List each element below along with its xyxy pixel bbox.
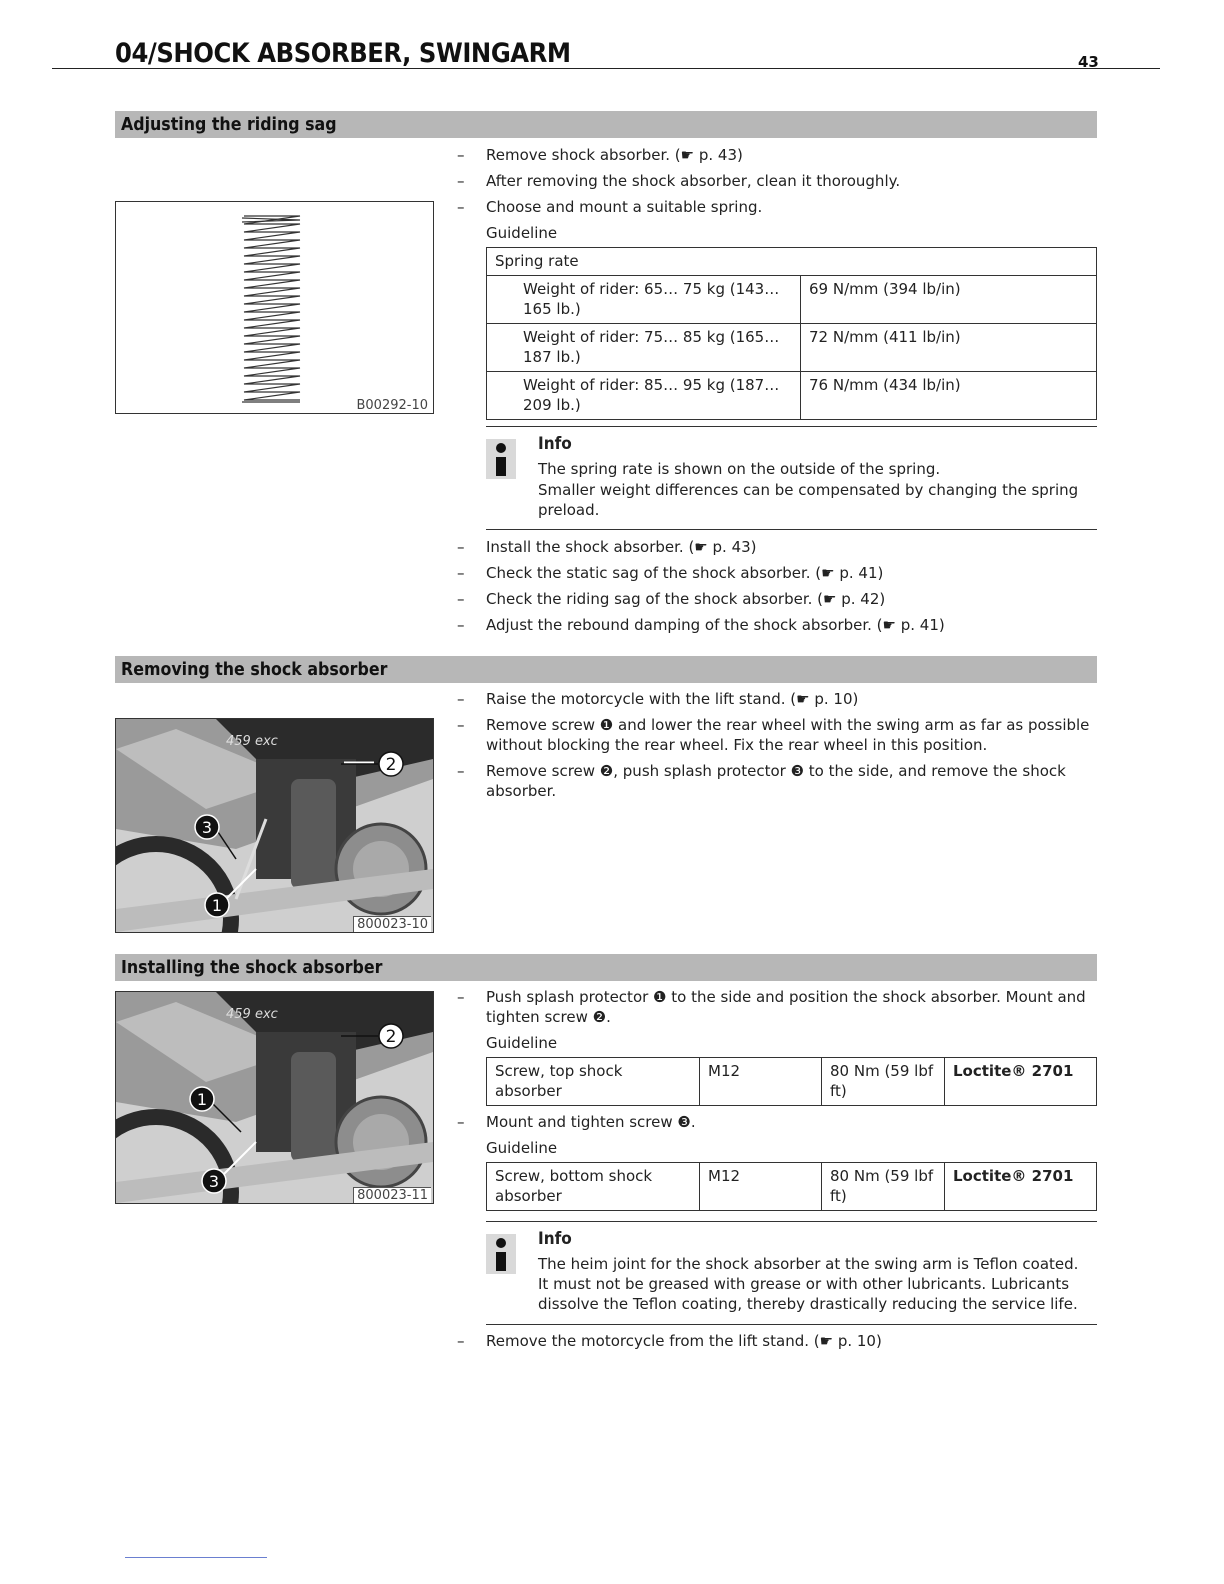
callout-label: 2 [385,755,397,775]
table-cell: 72 N/mm (411 lb/in) [801,324,1097,372]
table-row [487,372,1097,420]
spring-figure [115,201,434,414]
table-row [487,1058,1097,1106]
step-text: Remove shock absorber. (☛ p. 43) [486,146,743,164]
info-icon [486,1234,516,1274]
section-header-installing [115,954,1097,981]
table-cell: M12 [700,1163,822,1211]
guideline-label: Guideline [486,1139,558,1157]
info-text: The heim joint for the shock absorber at the swing arm is Teflon coated. It must not be greased with grease or with other lubricants. Lubricants dissolve the Teflon coating, thereby drastically reducing the service life. [538,1255,1079,1313]
section-title: Removing the shock absorber [121,659,388,680]
torque-table-bottom [486,1162,1097,1211]
section-title: Adjusting the riding sag [121,114,337,135]
table-cell: Screw, top shock absorber [487,1058,700,1106]
spring-rate-table [486,247,1097,420]
svg-text:459 exc: 459 exc [226,734,278,749]
step-text: Adjust the rebound damping of the shock absorber. (☛ p. 41) [486,616,945,634]
motorcycle-shock-photo-icon [116,719,433,932]
step-text: Remove screw ❶ and lower the rear wheel with the swing arm as far as possible without blocking the rear wheel. Fix the rear wheel in this position. [486,716,1090,754]
info-text: The spring rate is shown on the outside of the spring. [538,460,941,478]
callout-label: 2 [385,1027,397,1047]
table-row [487,324,1097,372]
info-icon [486,439,516,479]
info-title: Info [538,1229,572,1249]
motorcycle-shock-photo-icon [116,992,433,1203]
step-text: Choose and mount a suitable spring. [486,198,763,216]
guideline-label: Guideline [486,224,558,242]
table-cell: Weight of rider: 85… 95 kg (187… 209 lb.) [487,372,801,420]
figure-code: B00292-10 [353,398,431,413]
table-cell: M12 [700,1058,822,1106]
step-text: Mount and tighten screw ❸. [486,1113,696,1131]
info-rule [486,529,1097,530]
step-text: Remove the motorcycle from the lift stand. (☛ p. 10) [486,1332,882,1350]
table-cell: Loctite® 2701 [945,1058,1097,1106]
footer-link-line [125,1557,267,1558]
figure-code: 800023-11 [353,1187,431,1203]
title-rule [52,68,1160,69]
guideline-label: Guideline [486,1034,558,1052]
table-cell: Loctite® 2701 [945,1163,1097,1211]
table-cell: 69 N/mm (394 lb/in) [801,276,1097,324]
table-cell: 80 Nm (59 lbf ft) [822,1058,945,1106]
page-title: 04/SHOCK ABSORBER, SWINGARM [115,38,571,69]
page-number: 43 [1078,53,1099,71]
step-text: Check the riding sag of the shock absorber. (☛ p. 42) [486,590,886,608]
step-text: Raise the motorcycle with the lift stand. (☛ p. 10) [486,690,859,708]
coil-spring-icon [116,202,433,413]
callout-label: 1 [196,1090,208,1109]
section-header-riding-sag [115,111,1097,138]
step-text: Install the shock absorber. (☛ p. 43) [486,538,757,556]
svg-text:459 exc: 459 exc [226,1007,278,1022]
figure-code: 800023-10 [353,916,431,932]
info-title: Info [538,434,572,454]
table-cell: Screw, bottom shock absorber [487,1163,700,1211]
section-title: Installing the shock absorber [121,957,383,978]
torque-table-top [486,1057,1097,1106]
step-text: After removing the shock absorber, clean it thoroughly. [486,172,901,190]
callout-label: 3 [201,818,213,837]
motorcycle-photo-install [115,991,434,1204]
info-text: Smaller weight differences can be compensated by changing the spring preload. [538,481,1079,519]
table-row [487,276,1097,324]
info-rule [486,1324,1097,1325]
table-row [487,1163,1097,1211]
table-cell: 76 N/mm (434 lb/in) [801,372,1097,420]
info-rule [486,426,1097,427]
table-cell: Weight of rider: 65… 75 kg (143… 165 lb.) [487,276,801,324]
info-rule [486,1221,1097,1222]
step-text: Push splash protector ❶ to the side and position the shock absorber. Mount and tighten screw ❷. [486,988,1086,1026]
table-cell: Weight of rider: 75… 85 kg (165… 187 lb.) [487,324,801,372]
callout-label: 3 [208,1172,220,1191]
step-text: Remove screw ❷, push splash protector ❸ to the side, and remove the shock absorber. [486,762,1066,800]
section-header-removing [115,656,1097,683]
table-cell: 80 Nm (59 lbf ft) [822,1163,945,1211]
table-header: Spring rate [487,248,1097,276]
step-text: Check the static sag of the shock absorber. (☛ p. 41) [486,564,884,582]
callout-label: 1 [211,896,223,915]
motorcycle-photo-remove [115,718,434,933]
